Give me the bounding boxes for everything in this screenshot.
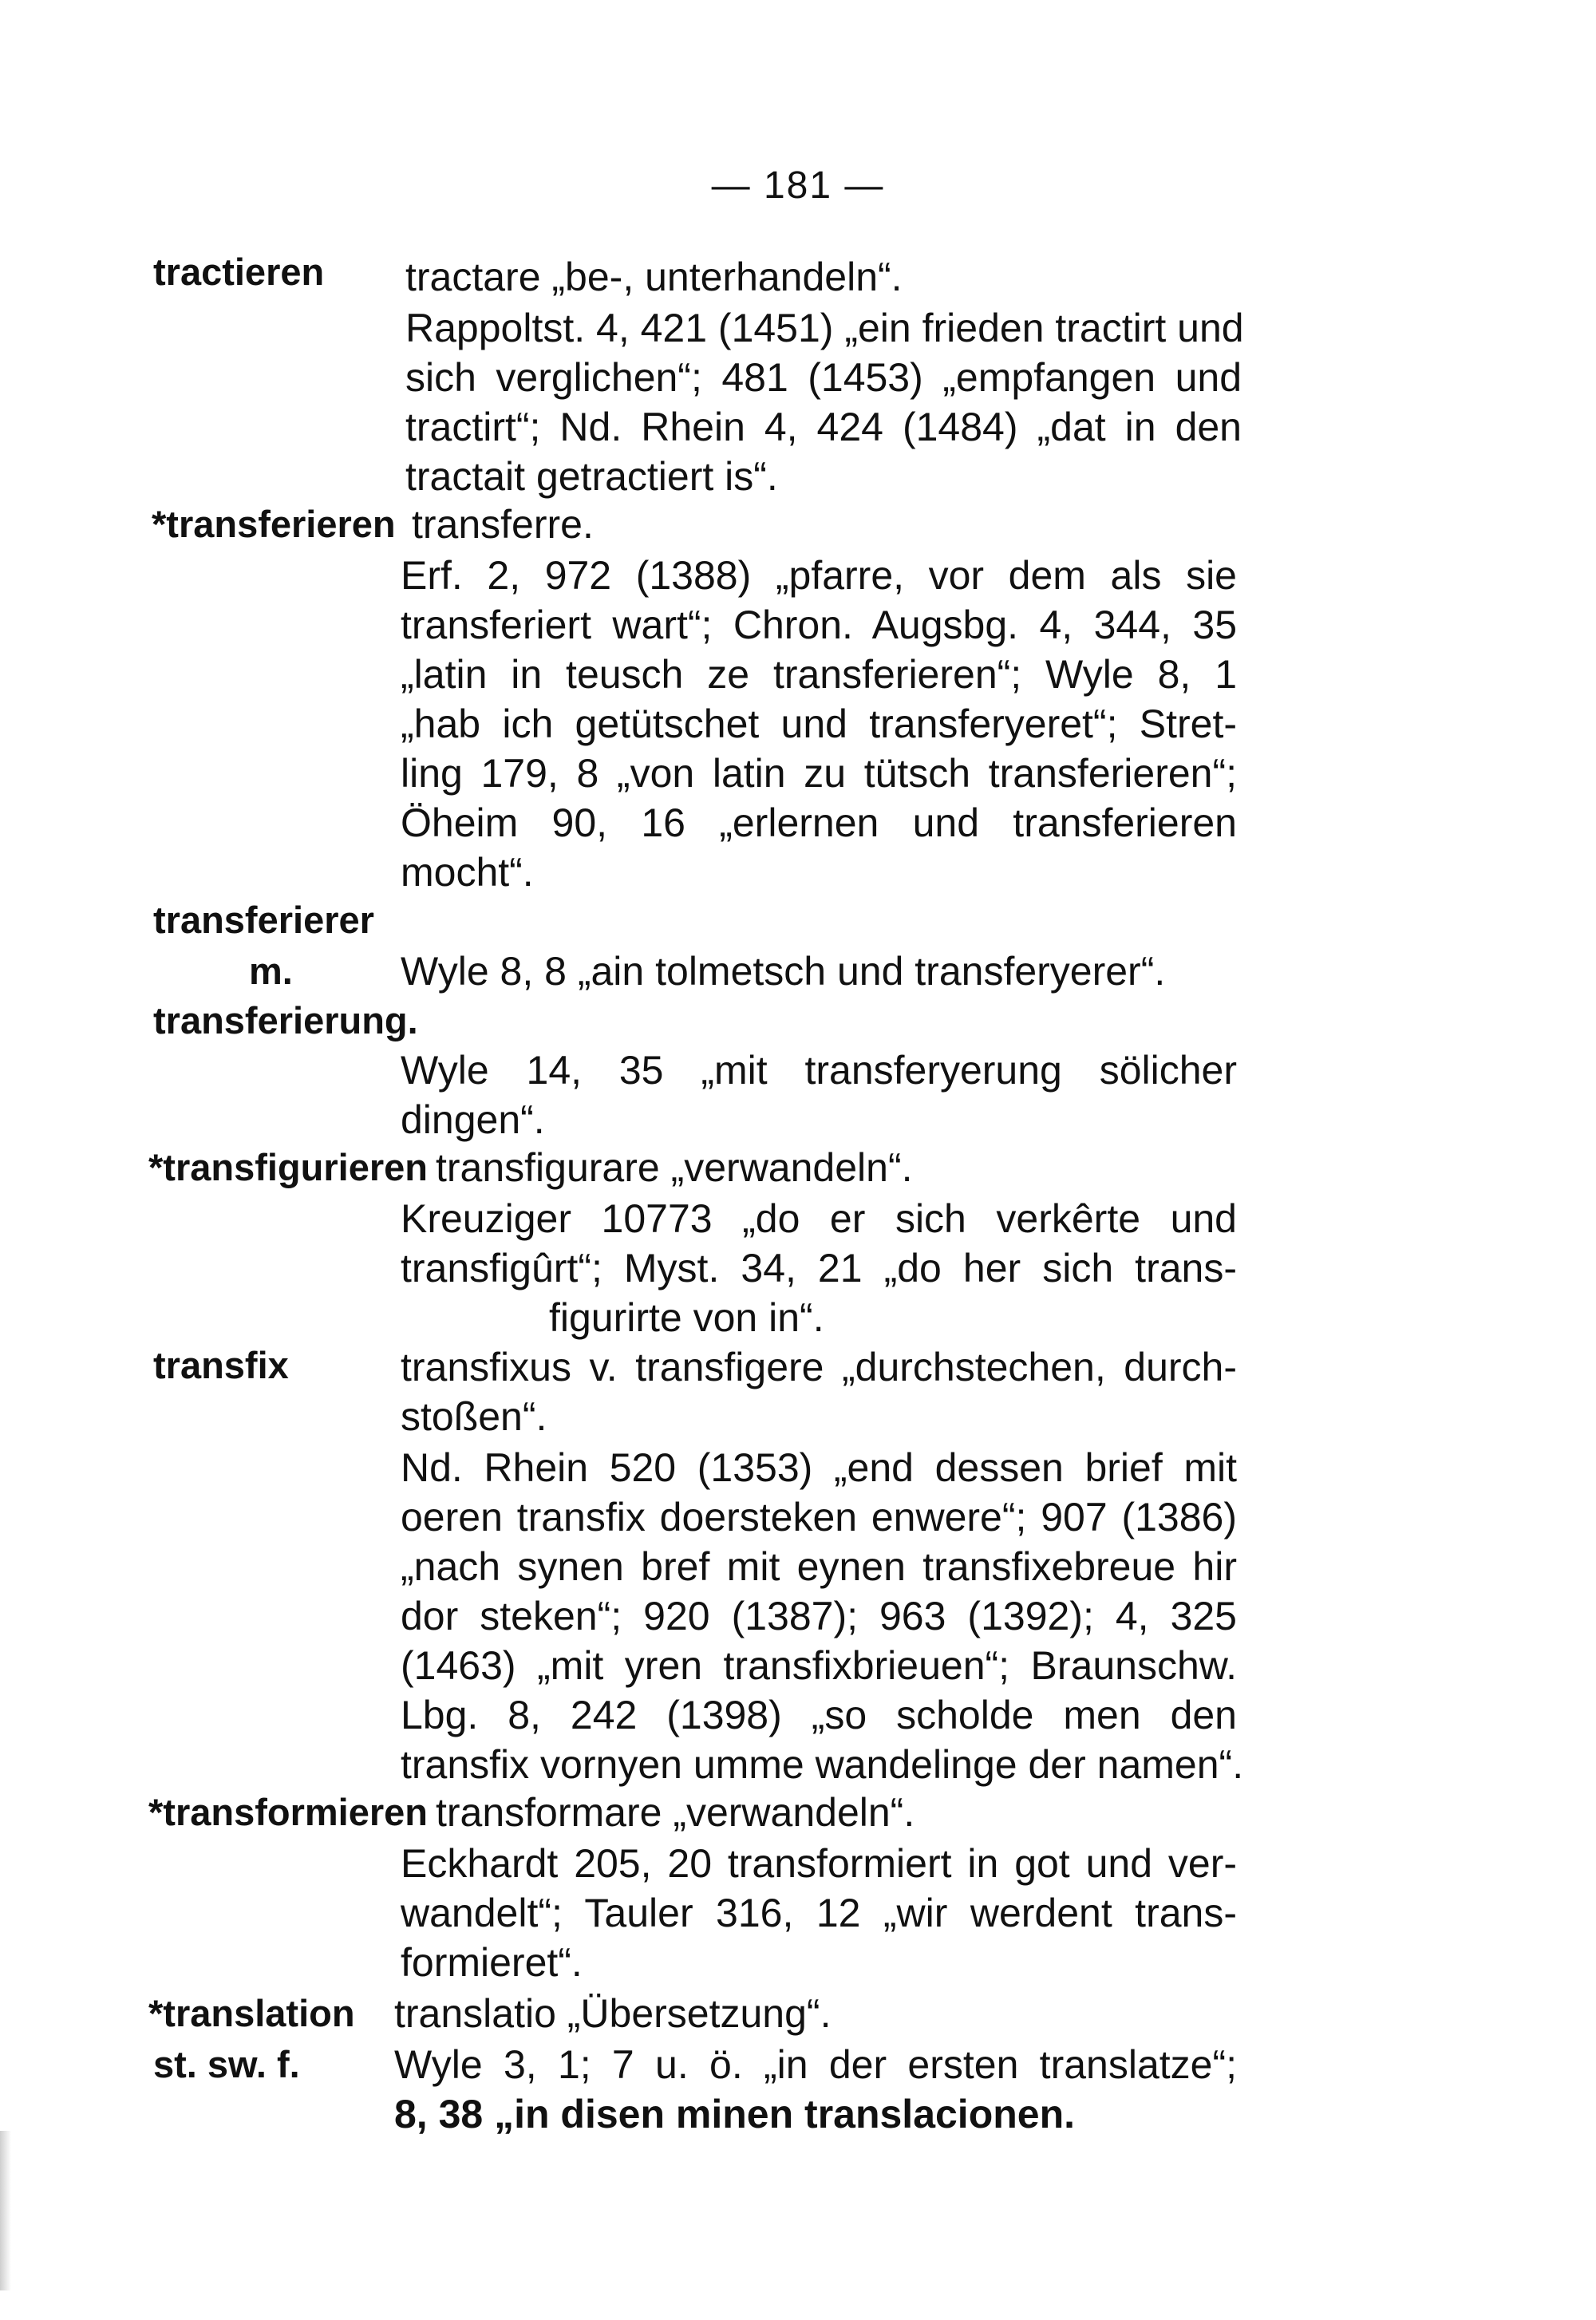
entry-text-line: Öheim 90, 16 „erlernen und transferieren bbox=[401, 800, 1237, 845]
entry-text-line: translatio „Übersetzung“. bbox=[394, 1991, 832, 2036]
entry-text-line: figurirte von in“. bbox=[549, 1295, 824, 1340]
entry-text-line: transformare „verwandeln“. bbox=[436, 1790, 915, 1835]
entry-text-line: stoßen“. bbox=[401, 1394, 547, 1439]
entry-text-line: wandelt“; Tauler 316, 12 „wir werdent trans- bbox=[401, 1891, 1237, 1935]
entry-headword: tractieren bbox=[153, 251, 325, 293]
page-number: — 181 — bbox=[711, 164, 885, 207]
entry-text-line: Eckhardt 205, 20 transformiert in got und ver- bbox=[401, 1841, 1237, 1886]
entry-text-line: dingen“. bbox=[401, 1097, 545, 1142]
entry-text-line: transfix vornyen umme wandelinge der namen“. bbox=[401, 1742, 1244, 1787]
entry-text-line: tractirt“; Nd. Rhein 4, 424 (1484) „dat in den bbox=[405, 405, 1242, 449]
entry-headword: *transferieren bbox=[152, 503, 396, 545]
entry-grammar: st. sw. f. bbox=[153, 2043, 300, 2085]
entry-text-line: Lbg. 8, 242 (1398) „so scholde men den bbox=[401, 1693, 1237, 1737]
entry-text-line: Wyle 14, 35 „mit transferyerung sölicher bbox=[401, 1048, 1237, 1093]
entry-text-line: transfixus v. transfigere „durchstechen, durch- bbox=[401, 1345, 1237, 1389]
entry-text-line: Nd. Rhein 520 (1353) „end dessen brief mit bbox=[401, 1445, 1237, 1490]
entry-text-line: (1463) „mit yren transfixbrieuen“; Braunschw. bbox=[401, 1643, 1237, 1688]
scan-edge-shadow bbox=[0, 2131, 11, 2290]
entry-text-line: Erf. 2, 972 (1388) „pfarre, vor dem als sie bbox=[401, 553, 1237, 598]
entry-text-line: Wyle 8, 8 „ain tolmetsch und transferyerer“. bbox=[401, 949, 1166, 994]
entry-text-line: ling 179, 8 „von latin zu tütsch transferieren“; bbox=[401, 751, 1237, 796]
entry-text-line: „nach synen bref mit eynen transfixebreue hir bbox=[401, 1544, 1237, 1589]
entry-text-line: Rappoltst. 4, 421 (1451) „ein frieden tractirt und bbox=[405, 306, 1244, 350]
entry-grammar: m. bbox=[249, 950, 293, 992]
entry-text-line: „hab ich getütschet und transferyeret“; Stret- bbox=[401, 702, 1237, 746]
entry-headword: transfix bbox=[153, 1344, 289, 1386]
entry-text-line: Kreuziger 10773 „do er sich verkêrte und bbox=[401, 1196, 1237, 1241]
entry-headword: *transformieren bbox=[148, 1791, 428, 1833]
entry-text-line: transferre. bbox=[412, 502, 594, 547]
entry-headword: transferierung. bbox=[153, 999, 418, 1041]
entry-text-line: formieret“. bbox=[401, 1940, 583, 1985]
entry-text-line: mocht“. bbox=[401, 850, 534, 895]
entry-text-line: 8, 38 „in disen minen translacionen. bbox=[394, 2092, 1076, 2136]
entry-headword: *translation bbox=[148, 1992, 355, 2034]
entry-text-line: oeren transfix doersteken enwere“; 907 (1386) bbox=[401, 1495, 1237, 1539]
entry-text-line: sich verglichen“; 481 (1453) „empfangen und bbox=[405, 355, 1242, 400]
entry-text-line: transfigûrt“; Myst. 34, 21 „do her sich trans- bbox=[401, 1246, 1237, 1290]
entry-text-line: dor steken“; 920 (1387); 963 (1392); 4, 325 bbox=[401, 1594, 1237, 1638]
entry-headword: *transfigurieren bbox=[148, 1146, 428, 1188]
entry-text-line: tractare „be-, unterhandeln“. bbox=[405, 255, 903, 299]
entry-text-line: transferiert wart“; Chron. Augsbg. 4, 344, 35 bbox=[401, 603, 1237, 647]
entry-text-line: tractait getractiert is“. bbox=[405, 454, 778, 499]
entry-text-line: Wyle 3, 1; 7 u. ö. „in der ersten translatze“; bbox=[394, 2042, 1237, 2087]
entry-text-line: transfigurare „verwandeln“. bbox=[436, 1145, 913, 1190]
entry-text-line: „latin in teusch ze transferieren“; Wyle 8, 1 bbox=[401, 652, 1237, 697]
entry-headword: transferierer bbox=[153, 899, 374, 941]
